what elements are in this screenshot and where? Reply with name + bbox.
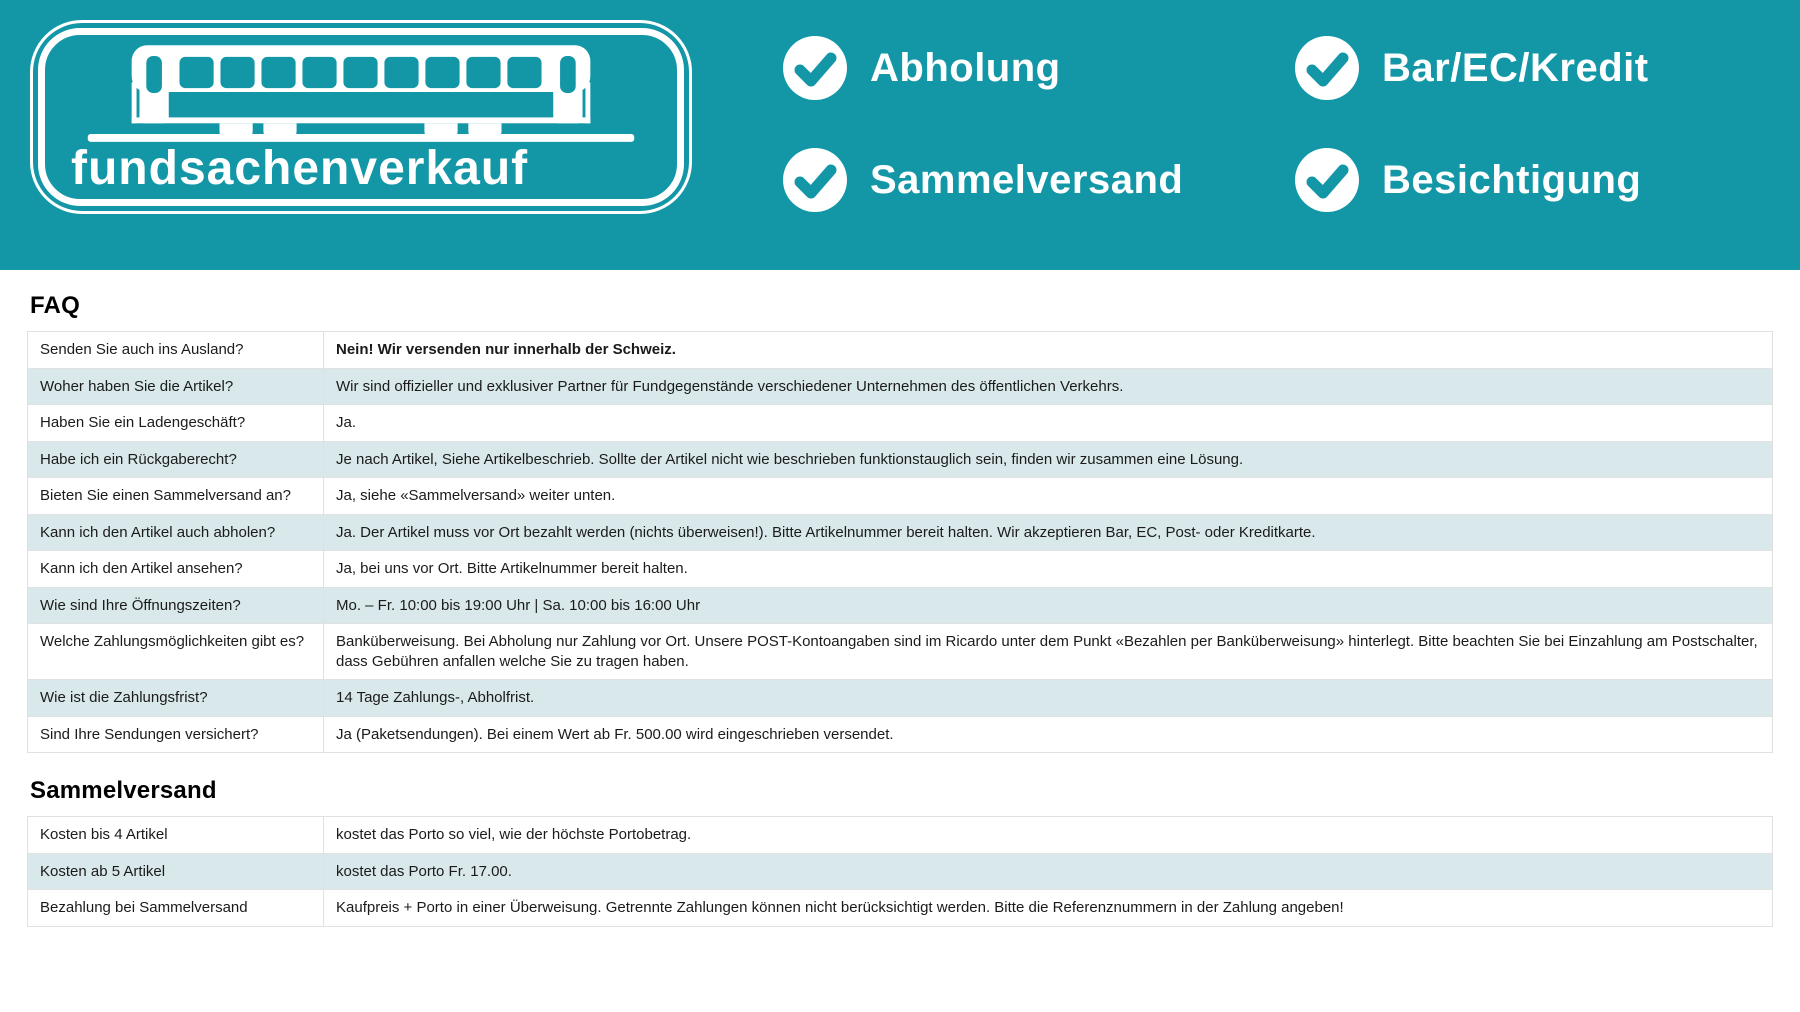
question-cell: Kann ich den Artikel auch abholen? [28,514,324,551]
question-cell: Wie ist die Zahlungsfrist? [28,680,324,717]
badge [1295,148,1649,212]
question-cell: Senden Sie auch ins Ausland? [28,332,324,369]
answer-cell: Ja (Paketsendungen). Bei einem Wert ab Fr. 500.00 wird eingeschrieben versendet. [324,716,1773,753]
answer-cell: Je nach Artikel, Siehe Artikelbeschrieb. Sollte der Artikel nicht wie beschrieben funktionstauglich sein, finden wir zusammen eine Lösung. [324,441,1773,478]
answer-cell: Mo. – Fr. 10:00 bis 19:00 Uhr | Sa. 10:00 bis 16:00 Uhr [324,587,1773,624]
answer-cell: Nein! Wir versenden nur innerhalb der Schweiz. [324,332,1773,369]
table-row [28,478,1773,515]
check-circle-icon [783,36,847,100]
logo-wordmark: fundsachenverkauf [71,142,529,195]
question-cell: Sind Ihre Sendungen versichert? [28,716,324,753]
answer-cell: Ja, bei uns vor Ort. Bitte Artikelnummer bereit halten. [324,551,1773,588]
table-row [28,680,1773,717]
table-row [28,817,1773,854]
check-circle-icon [1295,36,1359,100]
answer-cell: kostet das Porto so viel, wie der höchste Portobetrag. [324,817,1773,854]
logo-inner-border [38,28,684,206]
table-row [28,890,1773,927]
table-row [28,332,1773,369]
question-cell: Woher haben Sie die Artikel? [28,368,324,405]
question-cell: Kosten bis 4 Artikel [28,817,324,854]
sammelversand-table [27,816,1773,927]
answer-cell: Banküberweisung. Bei Abholung nur Zahlung vor Ort. Unsere POST-Kontoangaben sind im Ricardo unter dem Punkt «Bezahlen per Banküberweisung» hinterlegt. Bitte beachten Sie bei Einzahlung am Postschalter, dass Gebühren anfallen welche Sie zu tragen haben. [324,624,1773,680]
answer-cell: Wir sind offizieller und exklusiver Partner für Fundgegenstände verschiedener Unternehmen des öffentlichen Verkehrs. [324,368,1773,405]
badge [1295,36,1649,100]
badge-label: Bar/EC/Kredit [1382,45,1649,90]
answer-cell: Ja, siehe «Sammelversand» weiter unten. [324,478,1773,515]
table-row [28,514,1773,551]
answer-cell: Ja. Der Artikel muss vor Ort bezahlt werden (nichts überweisen!). Bitte Artikelnummer bereit halten. Wir akzeptieren Bar, EC, Post- oder Kreditkarte. [324,514,1773,551]
table-row [28,853,1773,890]
question-cell: Kann ich den Artikel ansehen? [28,551,324,588]
question-cell: Wie sind Ihre Öffnungszeiten? [28,587,324,624]
table-row [28,405,1773,442]
table-row [28,551,1773,588]
badge [783,148,1295,212]
answer-cell: kostet das Porto Fr. 17.00. [324,853,1773,890]
badge-label: Sammelversand [870,157,1184,202]
badge-grid [783,36,1649,212]
question-cell: Bezahlung bei Sammelversand [28,890,324,927]
check-circle-icon [783,148,847,212]
question-cell: Haben Sie ein Ladengeschäft? [28,405,324,442]
table-row [28,587,1773,624]
faq-table [27,331,1773,753]
page-content [0,270,1800,927]
question-cell: Habe ich ein Rückgaberecht? [28,441,324,478]
answer-cell: Kaufpreis + Porto in einer Überweisung. Getrennte Zahlungen können nicht berücksichtigt werden. Bitte die Referenznummern in der Zahlung angeben! [324,890,1773,927]
badge [783,36,1295,100]
table-row [28,368,1773,405]
badge-label: Besichtigung [1382,157,1642,202]
table-row [28,624,1773,680]
table-row [28,441,1773,478]
sammelversand-title: Sammelversand [30,777,217,804]
check-circle-icon [1295,148,1359,212]
answer-cell: Ja. [324,405,1773,442]
logo [30,20,692,214]
question-cell: Kosten ab 5 Artikel [28,853,324,890]
train-wagon-icon [78,43,644,145]
table-row [28,716,1773,753]
faq-title: FAQ [30,292,80,319]
badge-label: Abholung [870,45,1061,90]
header-band [0,0,1800,270]
question-cell: Welche Zahlungsmöglichkeiten gibt es? [28,624,324,680]
question-cell: Bieten Sie einen Sammelversand an? [28,478,324,515]
answer-cell: 14 Tage Zahlungs-, Abholfrist. [324,680,1773,717]
